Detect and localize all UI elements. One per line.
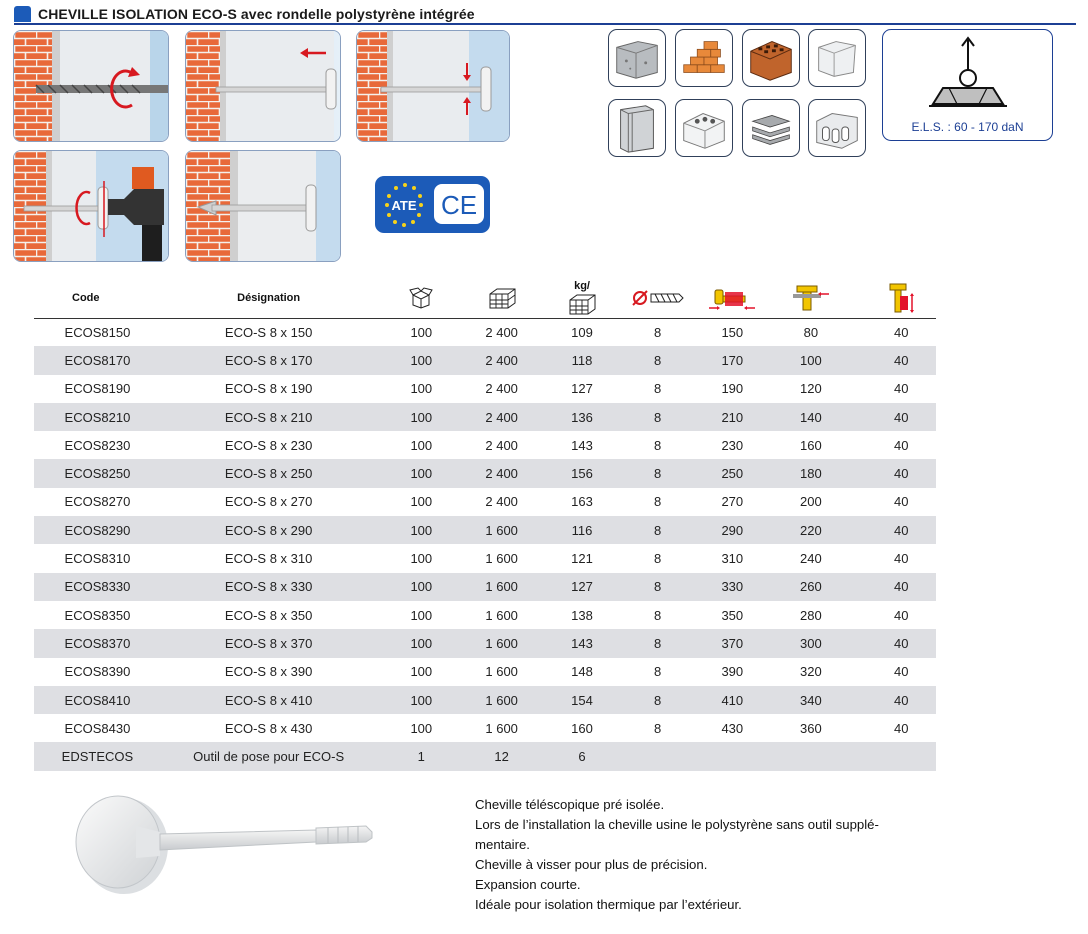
pallet-icon xyxy=(487,286,517,310)
cell-code: ECOS8170 xyxy=(34,346,140,374)
load-up-arrow-icon xyxy=(883,30,1054,120)
cell-fixing: 300 xyxy=(755,629,866,657)
table-row xyxy=(34,488,936,516)
description-line: mentaire. xyxy=(475,837,530,852)
cell-box-qty: 100 xyxy=(397,516,445,544)
table-header-row xyxy=(34,278,936,318)
cell-length: 230 xyxy=(721,437,744,453)
col-designation: Désignation xyxy=(140,278,398,318)
cell-length: 150 xyxy=(721,324,744,340)
cell-fixing: 120 xyxy=(800,381,822,397)
col-pallet xyxy=(445,278,558,318)
cell-code: ECOS8350 xyxy=(64,607,131,623)
cell-pallet-qty: 2 400 xyxy=(485,437,518,453)
cell-pallet-qty: 2 400 xyxy=(445,346,558,374)
cell-box-qty: 100 xyxy=(410,381,433,397)
cell-length: 390 xyxy=(721,664,744,680)
cell-drill-diameter: 8 xyxy=(654,720,662,736)
cell-designation: ECO-S 8 x 410 xyxy=(140,686,398,714)
cell-code: ECOS8330 xyxy=(34,573,140,601)
table-row xyxy=(34,714,936,742)
cellular-concrete-icon xyxy=(675,99,733,157)
cell-designation: ECO-S 8 x 350 xyxy=(224,607,313,623)
cell-drill-diameter: 8 xyxy=(606,403,709,431)
cell-kg: 6 xyxy=(558,742,606,770)
table-row xyxy=(34,403,936,431)
cell-insulation: 40 xyxy=(866,573,936,601)
cell-fixing: 320 xyxy=(800,664,822,680)
hollow-brick-icon xyxy=(742,29,800,87)
product-table xyxy=(34,278,936,771)
table-row xyxy=(34,573,936,601)
cell-kg: 163 xyxy=(571,494,593,510)
cell-designation: ECO-S 8 x 190 xyxy=(224,381,313,397)
cell-length: 310 xyxy=(721,551,744,567)
cell-pallet-qty: 2 400 xyxy=(485,494,518,510)
install-photo-drill xyxy=(13,30,169,142)
cell-pallet-qty: 1 600 xyxy=(485,664,518,680)
cell-box-qty: 100 xyxy=(397,629,445,657)
col-length xyxy=(709,278,755,318)
els-load-box xyxy=(882,29,1053,141)
table-row xyxy=(34,431,936,459)
cell-box-qty: 100 xyxy=(397,403,445,431)
col-insulation xyxy=(866,278,936,318)
cell-code: ECOS8430 xyxy=(64,720,131,736)
cell-pallet-qty: 1 600 xyxy=(485,551,518,567)
cell-code: ECOS8190 xyxy=(64,381,131,397)
cell-insulation: 40 xyxy=(893,720,909,736)
product-description xyxy=(475,795,915,915)
fixing-thickness-icon xyxy=(791,284,831,312)
cell-insulation: 40 xyxy=(866,459,936,487)
cell-fixing: 260 xyxy=(755,573,866,601)
install-photo-insert xyxy=(185,30,341,142)
cell-fixing: 200 xyxy=(800,494,822,510)
cell-designation: ECO-S 8 x 430 xyxy=(224,720,313,736)
cell-length: 190 xyxy=(721,381,744,397)
table-row xyxy=(34,346,936,374)
cell-kg: 121 xyxy=(571,551,593,567)
cell-pallet-qty: 1 600 xyxy=(445,686,558,714)
cell-pallet-qty: 2 400 xyxy=(485,381,518,397)
cell-pallet-qty: 1 600 xyxy=(485,607,518,623)
cell-insulation: 40 xyxy=(866,629,936,657)
table-row xyxy=(34,375,936,403)
cell-length: 170 xyxy=(709,346,755,374)
drill-diameter-icon xyxy=(631,288,685,308)
cell-drill-diameter: 8 xyxy=(654,381,662,397)
cell-kg: 136 xyxy=(558,403,606,431)
cell-drill-diameter: 8 xyxy=(654,437,662,453)
cell-length: 210 xyxy=(709,403,755,431)
cell-code: EDSTECOS xyxy=(34,742,140,770)
cell-designation: ECO-S 8 x 330 xyxy=(140,573,398,601)
description-line: Lors de l’installation la cheville usine le polystyrène sans outil supplé- xyxy=(475,817,879,832)
cell-box-qty: 100 xyxy=(410,437,433,453)
table-row xyxy=(34,544,936,572)
cell-box-qty: 100 xyxy=(397,346,445,374)
cell-drill-diameter xyxy=(606,742,709,770)
cell-box-qty: 100 xyxy=(410,494,433,510)
cell-kg: 127 xyxy=(558,573,606,601)
cell-code: ECOS8410 xyxy=(34,686,140,714)
cell-fixing: 280 xyxy=(800,607,822,623)
cell-pallet-qty: 1 600 xyxy=(445,516,558,544)
description-line: Expansion courte. xyxy=(475,877,581,892)
cell-box-qty: 100 xyxy=(410,324,433,340)
cell-insulation: 40 xyxy=(893,324,909,340)
cell-box-qty: 100 xyxy=(410,607,433,623)
pallet-weight-icon xyxy=(567,292,597,316)
cell-box-qty: 100 xyxy=(397,459,445,487)
cell-length: 290 xyxy=(709,516,755,544)
cell-designation: ECO-S 8 x 310 xyxy=(224,551,313,567)
page-title: CHEVILLE ISOLATION ECO-S avec rondelle polystyrène intégrée xyxy=(38,6,475,22)
cell-code: ECOS8290 xyxy=(34,516,140,544)
cell-box-qty: 100 xyxy=(410,720,433,736)
description-line: Cheville téléscopique pré isolée. xyxy=(475,797,665,812)
table-row xyxy=(34,318,936,346)
cell-drill-diameter: 8 xyxy=(654,324,662,340)
ce-label: CE xyxy=(440,190,478,220)
cell-code: ECOS8390 xyxy=(64,664,131,680)
table-row xyxy=(34,459,936,487)
install-photo-press xyxy=(356,30,510,142)
cell-pallet-qty: 1 600 xyxy=(445,573,558,601)
description-line: Idéale pour isolation thermique par l’extérieur. xyxy=(475,897,742,912)
cell-length: 250 xyxy=(709,459,755,487)
table-row xyxy=(34,686,936,714)
col-fixing xyxy=(755,278,866,318)
col-kg xyxy=(558,278,606,318)
cell-box-qty: 1 xyxy=(397,742,445,770)
kg-label: kg/ xyxy=(574,279,590,292)
cell-fixing: 360 xyxy=(800,720,822,736)
cell-box-qty: 100 xyxy=(397,686,445,714)
cell-designation: ECO-S 8 x 370 xyxy=(140,629,398,657)
cell-pallet-qty: 12 xyxy=(445,742,558,770)
cell-kg: 109 xyxy=(571,324,593,340)
cell-drill-diameter: 8 xyxy=(606,629,709,657)
col-drill-diameter xyxy=(606,278,709,318)
cell-length xyxy=(709,742,755,770)
cell-insulation: 40 xyxy=(866,516,936,544)
cell-insulation: 40 xyxy=(893,494,909,510)
insulation-thickness-icon xyxy=(886,282,916,314)
cell-drill-diameter: 8 xyxy=(654,664,662,680)
els-label: E.L.S. : 60 - 170 daN xyxy=(911,120,1024,134)
cell-box-qty: 100 xyxy=(410,664,433,680)
table-row xyxy=(34,658,936,686)
cell-length: 270 xyxy=(721,494,744,510)
cell-drill-diameter: 8 xyxy=(654,494,662,510)
cell-fixing: 80 xyxy=(803,324,819,340)
col-code: Code xyxy=(34,278,140,318)
length-icon xyxy=(709,286,755,310)
certification-badge xyxy=(375,176,490,233)
cell-designation: ECO-S 8 x 250 xyxy=(140,459,398,487)
concrete-icon xyxy=(608,29,666,87)
cell-pallet-qty: 2 400 xyxy=(445,459,558,487)
cell-kg: 118 xyxy=(558,346,606,374)
cell-insulation: 40 xyxy=(893,437,909,453)
cell-code: ECOS8370 xyxy=(34,629,140,657)
cell-length: 330 xyxy=(709,573,755,601)
cell-drill-diameter: 8 xyxy=(654,551,662,567)
cell-designation: ECO-S 8 x 150 xyxy=(224,324,313,340)
col-box xyxy=(397,278,445,318)
cell-insulation: 40 xyxy=(866,686,936,714)
cell-kg: 160 xyxy=(571,720,593,736)
cell-insulation: 40 xyxy=(893,664,909,680)
cell-fixing xyxy=(755,742,866,770)
cell-code: ECOS8250 xyxy=(34,459,140,487)
cell-insulation: 40 xyxy=(866,346,936,374)
cell-fixing: 220 xyxy=(755,516,866,544)
cell-code: ECOS8150 xyxy=(64,324,131,340)
cell-length: 430 xyxy=(721,720,744,736)
cell-designation: ECO-S 8 x 270 xyxy=(224,494,313,510)
cell-code: ECOS8310 xyxy=(64,551,131,567)
stone-icon xyxy=(808,29,866,87)
cell-drill-diameter: 8 xyxy=(606,459,709,487)
cell-drill-diameter: 8 xyxy=(606,573,709,601)
cell-kg: 127 xyxy=(571,381,593,397)
cell-pallet-qty: 1 600 xyxy=(445,629,558,657)
page-header xyxy=(14,3,1076,25)
cell-kg: 148 xyxy=(571,664,593,680)
cell-fixing: 180 xyxy=(755,459,866,487)
cell-fixing: 100 xyxy=(755,346,866,374)
cell-kg: 143 xyxy=(558,629,606,657)
cell-drill-diameter: 8 xyxy=(606,346,709,374)
cell-insulation: 40 xyxy=(893,607,909,623)
cell-insulation xyxy=(866,742,936,770)
cell-drill-diameter: 8 xyxy=(606,686,709,714)
cell-length: 370 xyxy=(709,629,755,657)
cell-designation: Outil de pose pour ECO-S xyxy=(140,742,398,770)
ate-label: ATE xyxy=(391,198,417,213)
table-row xyxy=(34,742,936,770)
cell-designation: ECO-S 8 x 390 xyxy=(224,664,313,680)
slate-icon xyxy=(742,99,800,157)
cell-code: ECOS8210 xyxy=(34,403,140,431)
cell-drill-diameter: 8 xyxy=(654,607,662,623)
install-photo-screw xyxy=(13,150,169,262)
cell-fixing: 240 xyxy=(800,551,822,567)
cell-designation: ECO-S 8 x 230 xyxy=(224,437,313,453)
cell-pallet-qty: 2 400 xyxy=(445,403,558,431)
cell-kg: 116 xyxy=(558,516,606,544)
cell-insulation: 40 xyxy=(893,381,909,397)
header-tab xyxy=(14,6,31,22)
cell-insulation: 40 xyxy=(893,551,909,567)
cell-drill-diameter: 8 xyxy=(606,516,709,544)
hollow-block-icon xyxy=(808,99,866,157)
cell-code: ECOS8270 xyxy=(64,494,131,510)
cell-fixing: 160 xyxy=(800,437,822,453)
cell-fixing: 140 xyxy=(755,403,866,431)
brick-icon xyxy=(675,29,733,87)
cell-pallet-qty: 2 400 xyxy=(485,324,518,340)
product-photo xyxy=(66,786,386,896)
cell-length: 350 xyxy=(721,607,744,623)
table-row xyxy=(34,516,936,544)
box-icon xyxy=(408,287,434,309)
cell-designation: ECO-S 8 x 170 xyxy=(140,346,398,374)
description-line: Cheville à visser pour plus de précision. xyxy=(475,857,708,872)
cell-pallet-qty: 1 600 xyxy=(485,720,518,736)
table-row xyxy=(34,601,936,629)
plasterboard-icon xyxy=(608,99,666,157)
cell-kg: 154 xyxy=(558,686,606,714)
install-photo-expanded xyxy=(185,150,341,262)
cell-insulation: 40 xyxy=(866,403,936,431)
cell-kg: 156 xyxy=(558,459,606,487)
cell-length: 410 xyxy=(709,686,755,714)
cell-designation: ECO-S 8 x 210 xyxy=(140,403,398,431)
cell-kg: 138 xyxy=(571,607,593,623)
cell-code: ECOS8230 xyxy=(64,437,131,453)
cell-box-qty: 100 xyxy=(397,573,445,601)
table-row xyxy=(34,629,936,657)
cell-designation: ECO-S 8 x 290 xyxy=(140,516,398,544)
cell-kg: 143 xyxy=(571,437,593,453)
cell-box-qty: 100 xyxy=(410,551,433,567)
cell-fixing: 340 xyxy=(755,686,866,714)
